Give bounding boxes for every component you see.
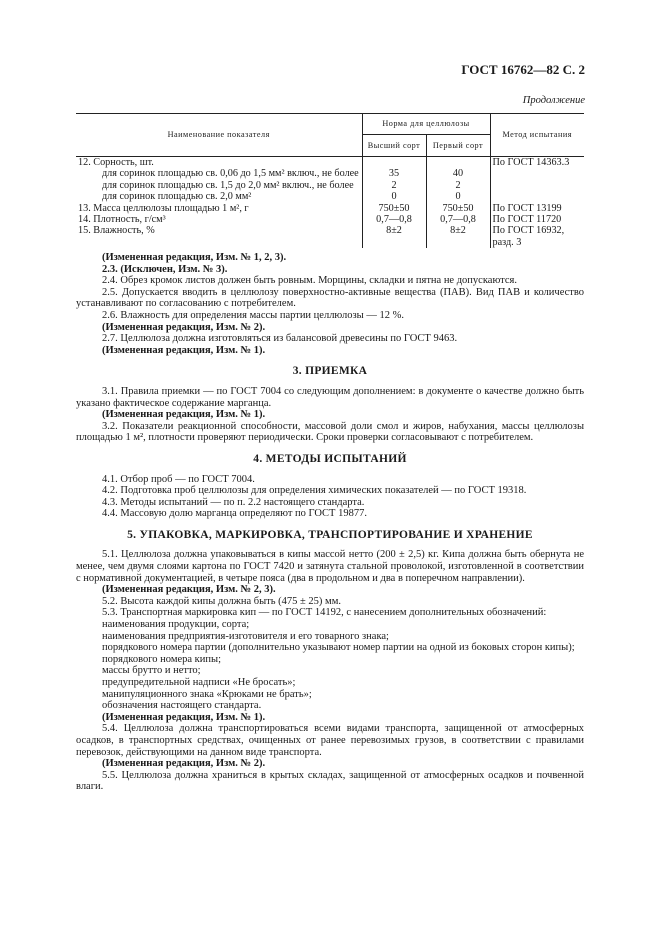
amendment-note: (Измененная редакция, Изм. № 1). <box>102 409 266 421</box>
row-v2: 8±2 <box>426 225 490 248</box>
row-method <box>490 168 584 179</box>
col-header-grade1: Высший сорт <box>362 134 426 156</box>
table-row <box>76 157 584 169</box>
table-row <box>76 225 584 248</box>
row-v1: 750±50 <box>362 203 426 214</box>
amendment-note: (Измененная редакция, Изм. № 1). <box>102 344 266 356</box>
amendment-note: (Измененная редакция, Изм. № 1, 2, 3). <box>102 252 287 263</box>
row-method: По ГОСТ 13199 <box>490 203 584 214</box>
col-header-grade2: Первый сорт <box>426 134 490 156</box>
marking-item: манипуляционного знака «Крюками не брать»; <box>102 688 312 700</box>
row-method: По ГОСТ 11720 <box>490 214 584 225</box>
row-name: для соринок площадью св. 1,5 до 2,0 мм² включ., не более <box>102 179 354 191</box>
row-v2: 750±50 <box>426 203 490 214</box>
clause-5-1: 5.1. Целлюлоза должна упаковываться в кипы массой нетто (200 ± 2,5) кг. Кипа должна быть обернута не менее, чем двумя слоями картона по ГОСТ 7420 и затянута стальной проволокой, изготовленной в соответствии с нормативной документацией, в четыре пояса (два в продольном и два в поперечном направлении). <box>76 549 584 584</box>
row-name: 13. Масса целлюлозы площадью 1 м², г <box>78 202 249 214</box>
spec-table <box>76 113 584 248</box>
clause-5-5: 5.5. Целлюлоза должна храниться в крытых складах, защищенной от атмосферных осадков и почвенной влаги. <box>76 769 584 793</box>
clause-4-3: 4.3. Методы испытаний — по п. 2.2 настоящего стандарта. <box>102 496 365 508</box>
section-heading-3: 3. ПРИЕМКА <box>292 365 368 378</box>
amendment-note: (Измененная редакция, Изм. № 2). <box>102 321 266 333</box>
table-row <box>76 180 584 191</box>
clause-2-5: 2.5. Допускается вводить в целлюлозу поверхностно-активные вещества (ПАВ). Вид ПАВ и количество устанавливают по согласованию с потребителем. <box>76 286 584 310</box>
clause-4-2: 4.2. Подготовка проб целлюлозы для определения химических показателей — по ГОСТ 19318. <box>102 485 527 497</box>
marking-item: наименования предприятия-изготовителя и его товарного знака; <box>102 630 389 642</box>
document-body <box>76 252 584 793</box>
clause-2-7: 2.7. Целлюлоза должна изготовляться из балансовой древесины по ГОСТ 9463. <box>102 333 458 345</box>
clause-4-1: 4.1. Отбор проб — по ГОСТ 7004. <box>102 473 255 485</box>
row-name: для соринок площадью св. 2,0 мм² <box>102 191 252 203</box>
marking-item: обозначения настоящего стандарта. <box>102 700 262 712</box>
document-header: ГОСТ 16762—82 С. 2 <box>461 62 585 77</box>
clause-2-3: 2.3. (Исключен, Изм. № 3). <box>102 263 228 275</box>
marking-item: предупредительной надписи «Не бросать»; <box>102 677 296 688</box>
row-name: для соринок площадью св. 0,06 до 1,5 мм² включ., не более <box>102 168 359 180</box>
row-v1 <box>362 157 426 169</box>
col-header-name: Наименование показателя <box>76 114 362 157</box>
row-name: 14. Плотность, г/см³ <box>78 214 166 226</box>
marking-item: наименования продукции, сорта; <box>102 619 250 631</box>
row-name: 15. Влажность, % <box>78 225 155 237</box>
row-v1: 35 <box>362 168 426 179</box>
clause-3-2: 3.2. Показатели реакционной способности, массовой доли смол и жиров, набухания, массы целлюлозы площадью 1 м², плотности проверяют периодически. Сроки проверки согласовывают с потребителем. <box>76 420 584 444</box>
row-v1: 2 <box>362 180 426 191</box>
table-row <box>76 203 584 214</box>
row-v1: 0 <box>362 191 426 202</box>
row-v2: 2 <box>426 180 490 191</box>
continuation-label: Продолжение <box>522 95 585 106</box>
clause-2-6: 2.6. Влажность для определения массы партии целлюлозы — 12 %. <box>102 309 404 321</box>
row-v2: 40 <box>426 168 490 179</box>
marking-item: порядкового номера кипы; <box>102 653 221 665</box>
amendment-note: (Измененная редакция, Изм. № 1). <box>102 711 266 723</box>
clause-5-4: 5.4. Целлюлоза должна транспортироваться всеми видами транспорта, защищенной от атмосферных осадков, в транспортных средствах, очищенных от ранее перевозимых грузов, в соответствии с правилами перевозок, действующими на данном виде транспорта. <box>76 723 584 758</box>
row-v1: 8±2 <box>362 225 426 248</box>
section-heading-5: 5. УПАКОВКА, МАРКИРОВКА, ТРАНСПОРТИРОВАНИЕ И ХРАНЕНИЕ <box>127 528 533 541</box>
clause-4-4: 4.4. Массовую долю марганца определяют по ГОСТ 19877. <box>102 508 367 520</box>
row-method: По ГОСТ 16932, разд. 3 <box>490 225 584 248</box>
row-v2: 0,7—0,8 <box>426 214 490 225</box>
amendment-note: (Измененная редакция, Изм. № 2, 3). <box>102 584 276 596</box>
row-method <box>490 191 584 202</box>
row-v2: 0 <box>426 191 490 202</box>
table-row <box>76 191 584 202</box>
col-header-method: Метод испытания <box>490 114 584 157</box>
row-method <box>490 180 584 191</box>
row-v2 <box>426 157 490 169</box>
section-heading-4: 4. МЕТОДЫ ИСПЫТАНИЙ <box>253 452 407 465</box>
clause-2-4: 2.4. Обрез кромок листов должен быть ровным. Морщины, складки и пятна не допускаются. <box>102 275 517 287</box>
table-row <box>76 214 584 225</box>
table-row <box>76 168 584 179</box>
col-header-norm: Норма для целлюлозы <box>362 114 490 135</box>
amendment-note: (Измененная редакция, Изм. № 2). <box>102 758 266 770</box>
clause-5-3: 5.3. Транспортная маркировка кип — по ГОСТ 14192, с нанесением дополнительных обозначений: <box>102 607 547 619</box>
row-v1: 0,7—0,8 <box>362 214 426 225</box>
marking-item: массы брутто и нетто; <box>102 665 201 677</box>
marking-item: порядкового номера партии (дополнительно указывают номер партии на одной из боковых сторон кипы); <box>102 642 575 654</box>
clause-3-1: 3.1. Правила приемки — по ГОСТ 7004 со следующим дополнением: в документе о качестве должно быть указано фактическое содержание марганца. <box>76 385 584 409</box>
clause-5-2: 5.2. Высота каждой кипы должна быть (475 ± 25) мм. <box>102 595 341 607</box>
row-name: 12. Сорность, шт. <box>78 157 154 168</box>
row-method: По ГОСТ 14363.3 <box>490 157 584 169</box>
